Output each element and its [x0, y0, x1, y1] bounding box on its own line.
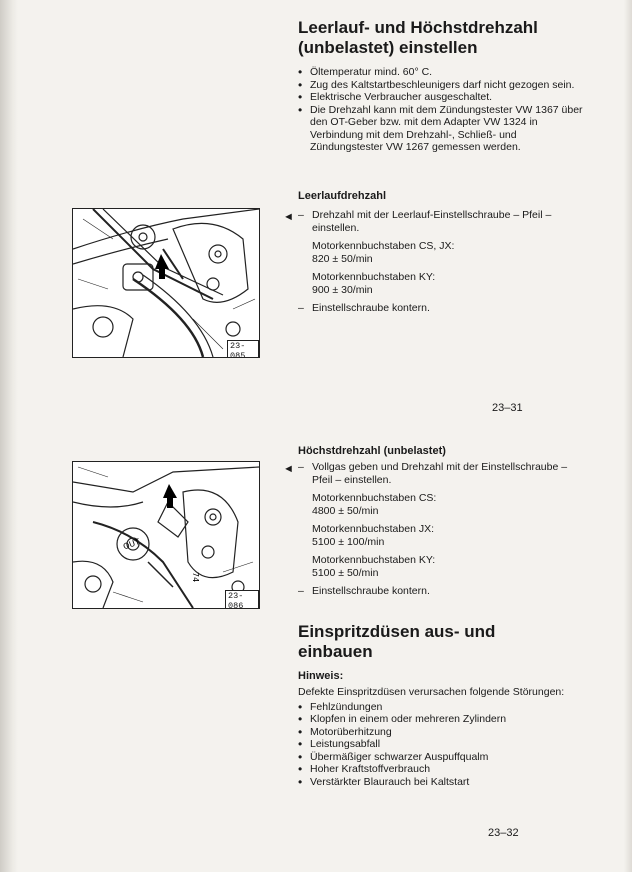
idle-speed-steps: [298, 209, 588, 315]
figure-text-oil: OUT: [121, 537, 142, 552]
list-item: • Fehlzündungen: [298, 701, 588, 714]
figure-pointer-arrow: ◄: [283, 463, 294, 475]
list-item: • Öltemperatur mind. 60° C.: [298, 66, 588, 79]
figure-text-side: 74: [191, 572, 200, 583]
spec-value: 900 ± 30/min: [312, 283, 373, 296]
page-number: 23–32: [488, 827, 519, 839]
instruction-step: – Einstellschraube kontern.: [298, 302, 430, 314]
list-item: • Die Drehzahl kann mit dem Zündungstester VW 1367 über den OT-Geber bzw. mit dem Adapter VW 1324 in Verbindung mit dem Drehzahl-, Schließ- und Zündungstester VW 1267 gemessen werden.: [298, 104, 588, 154]
page-edge-shadow: [624, 0, 632, 872]
instruction-step: – Einstellschraube kontern.: [298, 585, 430, 597]
spec-value: 5100 ± 50/min: [312, 566, 379, 579]
engine-illustration-max: [73, 462, 259, 608]
section-adjust-speed: [298, 18, 588, 154]
instruction-step: – Vollgas geben und Drehzahl mit der Einstellschraube – Pfeil – einstellen.: [298, 461, 568, 486]
list-item: • Verstärkter Blaurauch bei Kaltstart: [298, 776, 588, 789]
section-title-injectors: Einspritzdüsen aus- und einbauen: [298, 622, 496, 661]
list-item: • Elektrische Verbraucher ausgeschaltet.: [298, 91, 588, 104]
fault-list: [298, 701, 588, 789]
spec-label: Motorkennbuchstaben CS, JX:: [312, 240, 455, 252]
note-intro: Defekte Einspritzdüsen verursachen folgende Störungen:: [298, 686, 565, 698]
idle-speed-block: [298, 190, 588, 202]
section-injectors: [298, 622, 588, 788]
engine-illustration-idle: [73, 209, 259, 357]
spec-label: Motorkennbuchstaben JX:: [312, 523, 434, 535]
figure-pointer-arrow: ◄: [283, 211, 294, 223]
spec-value: 5100 ± 100/min: [312, 535, 385, 548]
spec-label: Motorkennbuchstaben KY:: [312, 271, 436, 283]
preconditions-list: [298, 66, 588, 154]
figure-max-adjustment: [72, 461, 260, 609]
instruction-step: – Drehzahl mit der Leerlauf-Einstellschraube – Pfeil – einstellen.: [298, 209, 552, 234]
section-title-speed: Leerlauf- und Höchstdrehzahl (unbelastet) einstellen: [298, 18, 538, 57]
list-item: • Zug des Kaltstartbeschleunigers darf nicht gezogen sein.: [298, 79, 588, 92]
list-item: • Übermäßiger schwarzer Auspuffqualm: [298, 751, 588, 764]
figure-number: 23-086: [225, 590, 259, 609]
page-gutter-shadow: [0, 0, 18, 872]
figure-number: 23-085: [227, 340, 259, 358]
list-item: • Klopfen in einem oder mehreren Zylindern: [298, 713, 588, 726]
figure-idle-adjustment: [72, 208, 260, 358]
idle-speed-heading: Leerlaufdrehzahl: [298, 190, 387, 202]
spec-label: Motorkennbuchstaben KY:: [312, 554, 436, 566]
list-item: • Leistungsabfall: [298, 738, 588, 751]
page-number: 23–31: [492, 402, 523, 414]
max-speed-heading: Höchstdrehzahl (unbelastet): [298, 445, 446, 457]
spec-label: Motorkennbuchstaben CS:: [312, 492, 437, 504]
max-speed-steps: [298, 461, 588, 598]
note-heading: Hinweis:: [298, 670, 344, 682]
spec-value: 4800 ± 50/min: [312, 504, 379, 517]
spec-value: 820 ± 50/min: [312, 252, 373, 265]
max-speed-block: [298, 445, 588, 457]
list-item: • Hoher Kraftstoffverbrauch: [298, 763, 588, 776]
list-item: • Motorüberhitzung: [298, 726, 588, 739]
arrow-icon: [163, 484, 177, 508]
